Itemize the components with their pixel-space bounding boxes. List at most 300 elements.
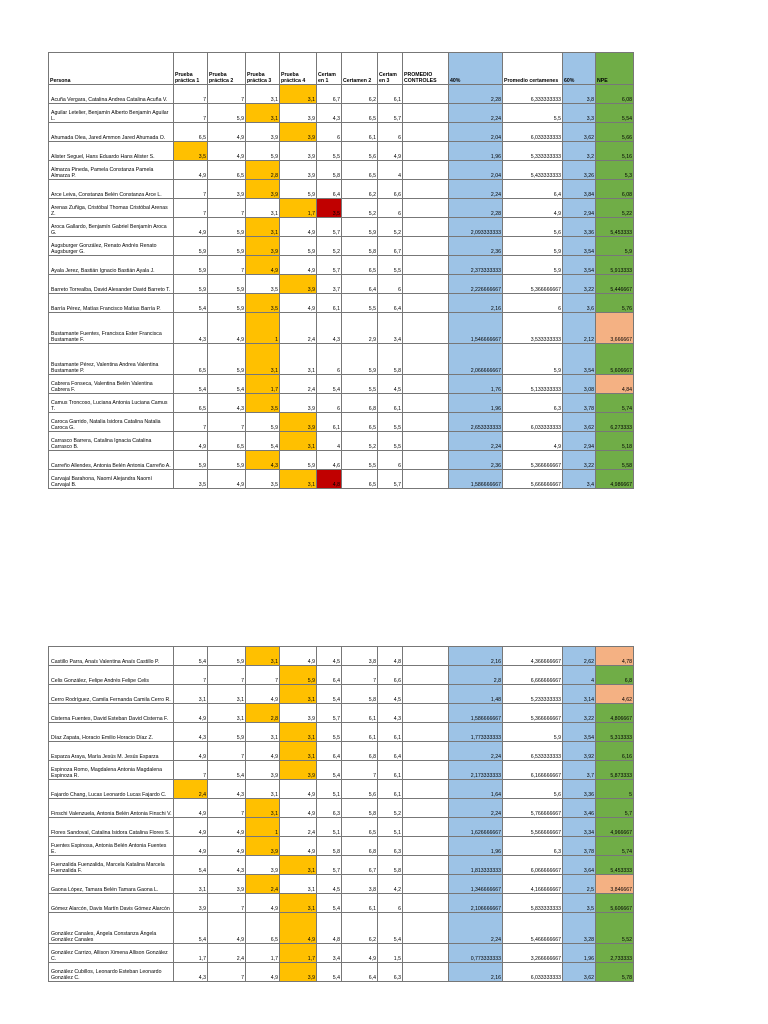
student-name: González Cubillos, Leonardo Esteban Leonardo González C. <box>49 963 174 982</box>
grade-cell: 2,4 <box>174 780 208 799</box>
table-row <box>49 856 634 875</box>
grade-cell: 4,9 <box>280 256 317 275</box>
student-name: Aguilar Letelier, Benjamín Alberto Benjamín Aguilar L. <box>49 104 174 123</box>
grade-cell: 5,9 <box>208 647 246 666</box>
grade-cell: 5,433333333 <box>503 161 563 180</box>
grade-cell <box>403 275 449 294</box>
grade-cell: 6 <box>378 451 403 470</box>
grade-cell: 1,96 <box>449 142 503 161</box>
grade-cell: 3,8 <box>342 647 378 666</box>
student-name: Alister Seguel, Hans Eduardo Hans Alister S. <box>49 142 174 161</box>
grade-cell: 5,1 <box>317 780 342 799</box>
grade-cell: 6,3 <box>378 963 403 982</box>
grade-cell: 5,4 <box>174 647 208 666</box>
grade-cell: 5,66 <box>596 123 634 142</box>
table-row <box>49 818 634 837</box>
grade-cell: 2,28 <box>449 199 503 218</box>
student-name: Gómez Alarcón, Davis Martín Davis Gómez Alarcón <box>49 894 174 913</box>
grade-cell: 6,5 <box>174 123 208 142</box>
grade-cell: 4,366666667 <box>503 647 563 666</box>
grade-cell: 6,4 <box>317 180 342 199</box>
grade-cell: 5,4 <box>378 913 403 944</box>
grade-cell: 6,5 <box>342 470 378 489</box>
grade-cell: 3,846667 <box>596 875 634 894</box>
grade-cell: 3,9 <box>280 963 317 982</box>
student-name: Fuenzalida Fuenzalida, Marcela Katalina Marcela Fuenzalida F. <box>49 856 174 875</box>
grade-cell: 3,64 <box>563 856 596 875</box>
grade-cell: 4,6 <box>317 451 342 470</box>
grade-cell <box>403 413 449 432</box>
grade-cell: 6,5 <box>342 256 378 275</box>
student-name: Almarza Pineda, Pamela Constanza Pamela Almarza P. <box>49 161 174 180</box>
grade-cell: 4,5 <box>378 375 403 394</box>
grade-cell: 3,9 <box>280 413 317 432</box>
grade-cell: 3,9 <box>280 142 317 161</box>
grade-cell: 7 <box>246 666 280 685</box>
grade-cell: 5,133333333 <box>503 375 563 394</box>
grade-cell: 6,4 <box>342 275 378 294</box>
grade-cell: 5,233333333 <box>503 685 563 704</box>
grade-cell: 6,6 <box>378 666 403 685</box>
grade-cell: 2,16 <box>449 963 503 982</box>
grade-cell: 6,1 <box>378 723 403 742</box>
student-name: Esparza Araya, María Jesús M. Jesús Esparza <box>49 742 174 761</box>
grade-cell: 5,7 <box>317 856 342 875</box>
student-name: Fuentes Espinosa, Antonia Belén Antonia Fuentes E. <box>49 837 174 856</box>
grade-cell: 3,34 <box>563 818 596 837</box>
grade-cell: 3,7 <box>317 275 342 294</box>
grade-cell: 3,5 <box>563 894 596 913</box>
grade-cell <box>403 780 449 799</box>
table-row <box>49 894 634 913</box>
grade-cell: 5,7 <box>317 704 342 723</box>
grade-cell: 5,8 <box>378 856 403 875</box>
grade-cell: 5,4 <box>208 375 246 394</box>
grade-cell: 4,3 <box>378 704 403 723</box>
grade-cell: 6,5 <box>246 913 280 944</box>
grade-cell: 5,76 <box>596 294 634 313</box>
grade-cell: 4,9 <box>280 837 317 856</box>
grade-cell: 5,9 <box>596 237 634 256</box>
grade-cell: 4,986667 <box>596 470 634 489</box>
grade-cell: 3,1 <box>246 780 280 799</box>
grade-cell <box>403 161 449 180</box>
grade-cell: 5,766666667 <box>503 799 563 818</box>
grade-cell <box>403 944 449 963</box>
grade-cell: 5 <box>596 780 634 799</box>
grade-cell <box>403 180 449 199</box>
grade-cell: 1,626666667 <box>449 818 503 837</box>
student-name: Camus Troncoso, Luciana Antonia Luciana Camus T. <box>49 394 174 413</box>
grade-cell: 2,16 <box>449 647 503 666</box>
grade-cell: 1,48 <box>449 685 503 704</box>
grade-cell: 5,5 <box>378 413 403 432</box>
grade-cell: 3,1 <box>280 432 317 451</box>
grade-cell: 6,4 <box>317 666 342 685</box>
student-name: Carrasco Barrera, Catalina Ignacia Catalina Carrasco B. <box>49 432 174 451</box>
grade-cell: 3,8 <box>563 85 596 104</box>
grade-cell: 2,733333 <box>596 944 634 963</box>
grade-cell: 5,466666667 <box>503 913 563 944</box>
grade-cell: 3,1 <box>280 470 317 489</box>
grade-cell: 1 <box>246 313 280 344</box>
grade-cell: 2,8 <box>449 666 503 685</box>
grade-cell: 7 <box>208 894 246 913</box>
grade-cell: 2,04 <box>449 123 503 142</box>
grade-cell: 3,9 <box>246 123 280 142</box>
table-row <box>49 432 634 451</box>
grade-cell: 5,5 <box>317 142 342 161</box>
grade-cell: 6,5 <box>342 161 378 180</box>
grade-cell: 4,9 <box>208 913 246 944</box>
student-name: Finschi Valenzuela, Antonia Belén Antonia Finschi V. <box>49 799 174 818</box>
grade-cell: 5,2 <box>342 199 378 218</box>
grade-cell: 6 <box>378 123 403 142</box>
table-row <box>49 913 634 944</box>
grade-cell: 1,7 <box>246 375 280 394</box>
grade-cell: 3,84 <box>563 180 596 199</box>
grade-cell: 2,4 <box>280 313 317 344</box>
table-row <box>49 944 634 963</box>
grade-cell: 1,7 <box>246 944 280 963</box>
grade-cell: 4,166666667 <box>503 875 563 894</box>
grade-cell: 6,3 <box>378 837 403 856</box>
student-name: Díaz Zapata, Horacio Emilio Horacio Díaz Z. <box>49 723 174 742</box>
grade-cell: 5,4 <box>317 963 342 982</box>
grade-cell: 7 <box>174 666 208 685</box>
table-row <box>49 704 634 723</box>
grade-cell: 5,9 <box>174 237 208 256</box>
grade-cell: 2,24 <box>449 432 503 451</box>
grade-cell <box>403 199 449 218</box>
grade-cell: 1,7 <box>174 944 208 963</box>
grade-cell: 5,9 <box>174 275 208 294</box>
grade-cell: 7 <box>208 742 246 761</box>
grade-cell: 4 <box>317 432 342 451</box>
grade-cell: 4,9 <box>280 218 317 237</box>
grade-cell: 5,9 <box>280 666 317 685</box>
grade-cell: 5,78 <box>596 963 634 982</box>
grade-cell: 5,4 <box>317 761 342 780</box>
grade-cell <box>403 856 449 875</box>
grade-cell: 5,9 <box>280 180 317 199</box>
grade-cell: 5,833333333 <box>503 894 563 913</box>
grade-cell: 5,6 <box>342 780 378 799</box>
grade-cell: 5,8 <box>342 799 378 818</box>
grade-cell: 3,26 <box>563 161 596 180</box>
grade-cell <box>403 723 449 742</box>
grade-cell: 5,9 <box>208 294 246 313</box>
grade-cell: 6,7 <box>378 237 403 256</box>
grade-cell: 4,9 <box>246 256 280 275</box>
grade-cell: 5,9 <box>342 344 378 375</box>
grade-cell: 4,9 <box>280 913 317 944</box>
grade-cell: 5,1 <box>317 818 342 837</box>
grade-cell: 5,8 <box>317 837 342 856</box>
grade-cell: 4,9 <box>280 294 317 313</box>
grade-cell: 5,2 <box>317 237 342 256</box>
grade-cell <box>403 85 449 104</box>
grade-cell: 5,2 <box>378 799 403 818</box>
grade-cell: 5,18 <box>596 432 634 451</box>
grades-table-1 <box>48 52 634 489</box>
grade-cell: 2,4 <box>280 375 317 394</box>
grade-cell: 6,666666667 <box>503 666 563 685</box>
grade-cell: 2,4 <box>246 875 280 894</box>
grade-cell: 7 <box>208 666 246 685</box>
grade-cell <box>403 875 449 894</box>
grade-cell: 3,1 <box>280 856 317 875</box>
grade-cell: 3,9 <box>280 104 317 123</box>
grade-cell: 4,9 <box>208 142 246 161</box>
grade-cell: 3,5 <box>317 199 342 218</box>
grade-cell: 4,9 <box>174 742 208 761</box>
grade-cell <box>403 913 449 944</box>
grade-cell: 6,7 <box>342 856 378 875</box>
grade-cell: 5,4 <box>208 761 246 780</box>
grade-cell: 3,1 <box>246 85 280 104</box>
grade-cell: 3,9 <box>246 237 280 256</box>
grade-cell: 5,9 <box>246 142 280 161</box>
grade-cell: 3,9 <box>280 161 317 180</box>
grade-cell: 7 <box>208 85 246 104</box>
grade-cell: 5,4 <box>317 685 342 704</box>
grade-cell: 3,3 <box>563 104 596 123</box>
grade-cell: 3,4 <box>563 470 596 489</box>
grade-cell: 5,453333 <box>596 856 634 875</box>
grade-cell: 3,54 <box>563 344 596 375</box>
grade-cell: 5,666666667 <box>503 470 563 489</box>
grade-cell: 6,8 <box>342 837 378 856</box>
grade-cell: 6,1 <box>378 761 403 780</box>
grade-cell: 1,76 <box>449 375 503 394</box>
grade-cell: 6 <box>378 894 403 913</box>
header-cell: Prueba práctica 4 <box>280 53 317 85</box>
grade-cell: 6,033333333 <box>503 963 563 982</box>
grade-cell: 5,54 <box>596 104 634 123</box>
grade-cell: 3,266666667 <box>503 944 563 963</box>
header-cell: 40% <box>449 53 503 85</box>
grade-cell: 6,1 <box>378 780 403 799</box>
grade-cell <box>403 666 449 685</box>
grade-cell: 4,9 <box>280 799 317 818</box>
grade-cell <box>403 313 449 344</box>
grade-cell: 3,2 <box>563 142 596 161</box>
grade-cell: 5,913333 <box>596 256 634 275</box>
header-cell: Certam en 3 <box>378 53 403 85</box>
grade-cell: 2,24 <box>449 104 503 123</box>
student-name: Cisterna Fuentes, David Esteban David Cisterna F. <box>49 704 174 723</box>
grade-cell: 3,36 <box>563 780 596 799</box>
table-row <box>49 685 634 704</box>
grade-cell: 5,366666667 <box>503 704 563 723</box>
grade-cell: 3,46 <box>563 799 596 818</box>
table-row <box>49 199 634 218</box>
grade-cell: 4,62 <box>596 685 634 704</box>
table-row <box>49 394 634 413</box>
grade-cell: 2,36 <box>449 237 503 256</box>
grade-cell: 6,5 <box>174 394 208 413</box>
grade-cell <box>403 742 449 761</box>
grade-cell: 2,28 <box>449 85 503 104</box>
grade-cell: 1,773333333 <box>449 723 503 742</box>
grade-cell <box>403 704 449 723</box>
grade-cell: 6,066666667 <box>503 856 563 875</box>
grade-cell <box>403 963 449 982</box>
table-row <box>49 780 634 799</box>
grade-cell: 6,2 <box>342 913 378 944</box>
grade-cell: 2,226666667 <box>449 275 503 294</box>
table-row <box>49 799 634 818</box>
grade-cell: 5,9 <box>174 256 208 275</box>
grade-cell: 6,4 <box>317 742 342 761</box>
grade-cell: 6,2 <box>342 85 378 104</box>
grade-cell: 3,28 <box>563 913 596 944</box>
grade-cell: 5,366666667 <box>503 275 563 294</box>
grade-cell: 7 <box>174 104 208 123</box>
student-name: Castillo Parra, Anaís Valentina Anaís Castillo P. <box>49 647 174 666</box>
grade-cell: 3,9 <box>246 180 280 199</box>
grade-cell: 5,446667 <box>596 275 634 294</box>
grade-cell: 3,1 <box>280 875 317 894</box>
grade-cell: 3,5 <box>246 294 280 313</box>
grade-cell: 5,9 <box>208 104 246 123</box>
student-name: Carreño Allendes, Antonia Belén Antonia Carreño A. <box>49 451 174 470</box>
grade-cell: 6,166666667 <box>503 761 563 780</box>
table-row <box>49 875 634 894</box>
grade-cell: 5,606667 <box>596 894 634 913</box>
student-name: Fajardo Chang, Lucas Leonardo Lucas Fajardo C. <box>49 780 174 799</box>
grade-cell <box>403 294 449 313</box>
table-row <box>49 275 634 294</box>
grade-cell: 6,8 <box>342 394 378 413</box>
grade-cell: 3,533333333 <box>503 313 563 344</box>
grade-cell: 5,4 <box>174 294 208 313</box>
grade-cell <box>403 470 449 489</box>
grade-cell: 4,9 <box>246 963 280 982</box>
grade-cell: 6,7 <box>317 85 342 104</box>
header-cell: Prueba práctica 3 <box>246 53 280 85</box>
grade-cell: 3,22 <box>563 704 596 723</box>
grade-cell: 5,5 <box>503 104 563 123</box>
grade-cell <box>403 237 449 256</box>
grade-cell: 5,9 <box>208 344 246 375</box>
grade-cell: 6,5 <box>174 344 208 375</box>
grade-cell: 5,5 <box>342 375 378 394</box>
grade-cell: 7 <box>342 761 378 780</box>
grade-cell: 3,92 <box>563 742 596 761</box>
student-name: Espinoza Romo, Magdalena Antonia Magdalena Espinoza R. <box>49 761 174 780</box>
grade-cell: 5,58 <box>596 451 634 470</box>
grade-cell: 4,3 <box>208 856 246 875</box>
grade-cell: 6 <box>503 294 563 313</box>
grade-cell: 5,5 <box>378 432 403 451</box>
grade-cell <box>403 375 449 394</box>
grade-cell: 5,9 <box>208 237 246 256</box>
grade-cell: 5,9 <box>208 723 246 742</box>
student-name: Celis González, Felipe Andrés Felipe Celis <box>49 666 174 685</box>
grade-cell: 4,9 <box>174 837 208 856</box>
grade-cell: 5,1 <box>378 818 403 837</box>
grade-cell: 3,5 <box>246 275 280 294</box>
grade-cell: 5,22 <box>596 199 634 218</box>
grade-cell: 5,9 <box>280 451 317 470</box>
table-row <box>49 218 634 237</box>
grade-cell <box>403 104 449 123</box>
grade-cell <box>403 685 449 704</box>
grade-cell: 5,333333333 <box>503 142 563 161</box>
grade-cell: 3,4 <box>317 944 342 963</box>
grade-cell: 3,9 <box>280 704 317 723</box>
grade-cell: 3,1 <box>280 894 317 913</box>
grade-cell: 6,4 <box>378 294 403 313</box>
grade-cell: 6,6 <box>378 180 403 199</box>
grade-cell: 4,806667 <box>596 704 634 723</box>
grade-cell: 6 <box>317 344 342 375</box>
grade-cell: 5,8 <box>342 685 378 704</box>
grade-cell: 6,533333333 <box>503 742 563 761</box>
grade-cell: 5,566666667 <box>503 818 563 837</box>
grade-cell: 3,9 <box>246 856 280 875</box>
header-cell: Certamen 2 <box>342 53 378 85</box>
grade-cell: 3,6 <box>563 294 596 313</box>
grade-cell: 5,4 <box>317 375 342 394</box>
grade-cell: 5,9 <box>246 413 280 432</box>
grade-cell: 6,08 <box>596 180 634 199</box>
grade-cell: 2,62 <box>563 647 596 666</box>
grade-cell: 4,3 <box>317 313 342 344</box>
grade-cell: 4,3 <box>317 104 342 123</box>
grade-cell: 3,9 <box>246 837 280 856</box>
grade-cell <box>403 818 449 837</box>
grade-cell: 5,8 <box>378 344 403 375</box>
grade-cell: 2,093333333 <box>449 218 503 237</box>
grade-cell: 3,62 <box>563 963 596 982</box>
header-cell: Prueba práctica 2 <box>208 53 246 85</box>
student-name: Acuña Vergara, Catalina Andrea Catalina Acuña V. <box>49 85 174 104</box>
grade-cell: 1,96 <box>563 944 596 963</box>
table-row <box>49 85 634 104</box>
grade-cell: 3,1 <box>246 723 280 742</box>
grade-cell: 5,2 <box>342 432 378 451</box>
table-row <box>49 413 634 432</box>
grade-cell: 7 <box>208 199 246 218</box>
grade-cell: 6,1 <box>342 894 378 913</box>
grade-cell: 1,96 <box>449 394 503 413</box>
table-row <box>49 161 634 180</box>
grade-cell: 5,313333 <box>596 723 634 742</box>
grade-cell: 1,813333333 <box>449 856 503 875</box>
table-row <box>49 256 634 275</box>
grade-cell: 2,653333333 <box>449 413 503 432</box>
grade-cell: 4 <box>378 161 403 180</box>
grade-cell <box>403 647 449 666</box>
grade-cell: 4,9 <box>208 470 246 489</box>
grade-cell: 2,24 <box>449 799 503 818</box>
grade-cell: 5,9 <box>503 237 563 256</box>
grade-cell: 2,24 <box>449 180 503 199</box>
grade-cell: 3,36 <box>563 218 596 237</box>
header-cell: 60% <box>563 53 596 85</box>
grade-cell: 6,4 <box>342 963 378 982</box>
grade-cell: 5,4 <box>174 375 208 394</box>
student-name: Barreto Torrealba, David Alexander David Barreto T. <box>49 275 174 294</box>
grade-cell: 5,873333 <box>596 761 634 780</box>
grade-cell: 5,6 <box>503 780 563 799</box>
grade-cell: 6,1 <box>342 704 378 723</box>
grade-cell: 4,9 <box>246 894 280 913</box>
grade-cell: 3,1 <box>280 742 317 761</box>
